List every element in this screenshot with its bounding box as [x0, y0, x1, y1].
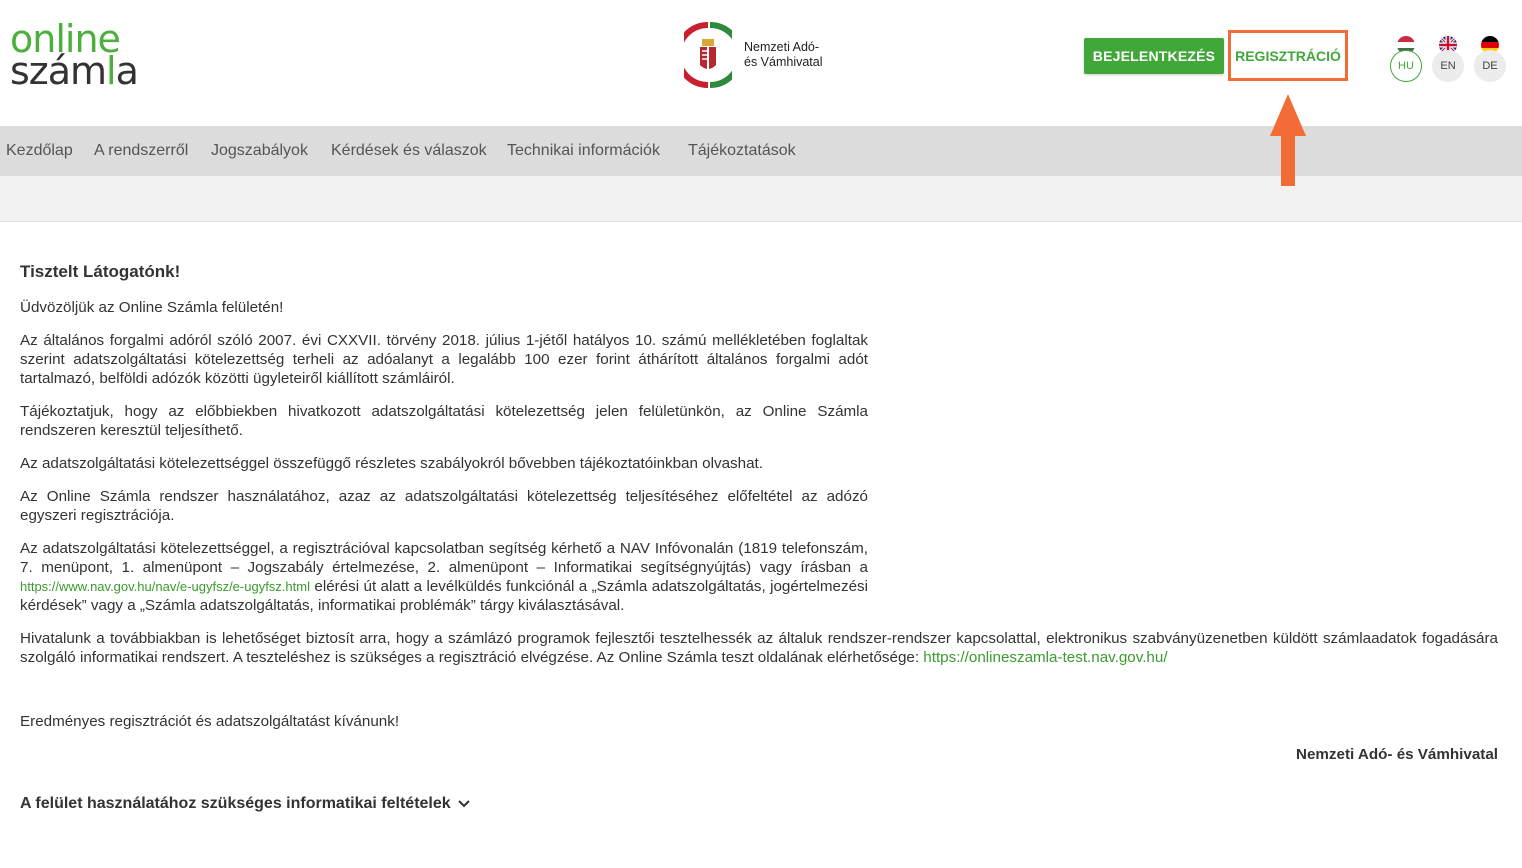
- lang-en[interactable]: [1431, 34, 1465, 82]
- lang-de[interactable]: [1473, 34, 1507, 82]
- requirements-expander[interactable]: [20, 794, 471, 813]
- page-title: Tisztelt Látogatónk!: [20, 262, 181, 281]
- spacer: [20, 681, 1498, 712]
- test-site-link[interactable]: https://onlineszamla-test.nav.gov.hu/: [923, 649, 1168, 666]
- online-szamla-logo[interactable]: [10, 17, 150, 93]
- signature: Nemzeti Adó- és Vámhivatal: [1296, 746, 1498, 763]
- menu-item-legislation[interactable]: Jogszabályok: [211, 142, 308, 159]
- arrow-up-icon: [1270, 94, 1306, 186]
- login-button[interactable]: BEJELENTKEZÉS: [1084, 38, 1224, 74]
- lang-hu[interactable]: [1389, 34, 1423, 82]
- paragraph-rules: Az adatszolgáltatási kötelezettséggel összefüggő részletes szabályokról bővebben tájékoztatóinkban olvashat.: [20, 455, 763, 472]
- paragraph-law: Az általános forgalmi adóról szóló 2007. évi CXXVII. törvény 2018. július 1-jétől hatályos 10. számú mellékletében foglaltak szerint adatszolgáltatási kötelezettség terheli az adóalanyt a legalább 100 ezer forint áthárított általános forgalmi adót tartalmazó, belföldi adózók közötti ügyleteiről kiállított számláiról.: [20, 332, 868, 387]
- nav-brand-text: [744, 40, 823, 70]
- nav-crest-icon: [684, 21, 732, 89]
- main-content: [20, 262, 1498, 813]
- nav-brand-line2: és Vámhivatal: [744, 55, 823, 69]
- lang-de-label: DE: [1474, 50, 1506, 82]
- menu-item-home[interactable]: Kezdőlap: [6, 142, 73, 159]
- logo-part: szám: [10, 49, 107, 93]
- menu-item-notices[interactable]: Tájékoztatások: [688, 142, 796, 159]
- lang-en-label: EN: [1432, 50, 1464, 82]
- nav-brand[interactable]: [684, 20, 844, 90]
- paragraph-help: [20, 539, 868, 615]
- paragraph-info: Tájékoztatjuk, hogy az előbbiekben hivatkozott adatszolgáltatási kötelezettség jelen felületünkön, az Online Számla rendszeren keresztül teljesíthető.: [20, 403, 868, 439]
- closing-text: Eredményes regisztrációt és adatszolgáltatást kívánunk!: [20, 713, 400, 730]
- help-text-end: elérési út alatt a levélküldés funkciónál a „Számla adatszolgáltatás, jogértelmezési kérdések” vagy a „Számla adatszolgáltatás, informatikai problémák” tárgy kiválasztásával.: [20, 578, 868, 614]
- paragraph-registration: Az Online Számla rendszer használatához, azaz az adatszolgáltatási kötelezettség teljesítéséhez előfeltétel az adózó egyszeri regisztrációja.: [20, 488, 868, 524]
- logo-part: a: [115, 49, 138, 93]
- paragraph-testing: [20, 629, 1498, 667]
- nav-brand-line1: Nemzeti Adó-: [744, 40, 820, 54]
- expander-label: A felület használatához szükséges informatikai feltételek: [20, 795, 451, 812]
- logo-line1: online: [10, 17, 120, 61]
- welcome-text: Üdvözöljük az Online Számla felületén!: [20, 299, 284, 316]
- logo-part-accent: l: [106, 49, 116, 93]
- register-button[interactable]: REGISZTRÁCIÓ: [1228, 30, 1348, 81]
- menu-item-technical-info[interactable]: Technikai információk: [507, 142, 660, 159]
- chevron-down-icon: [457, 799, 471, 809]
- help-text-start: Az adatszolgáltatási kötelezettséggel, a regisztrációval kapcsolatban segítség kérhető a NAV Infóvonalán (1819 telefonszám, 7. menüpont, 1. almenüpont – Jogszabály értelmezése, 2. almenüpont – Informatikai segítségnyújtás) vagy írásban a: [20, 540, 868, 576]
- menu-item-about[interactable]: A rendszerről: [94, 142, 189, 159]
- testing-text: Hivatalunk a továbbiakban is lehetőséget biztosít arra, hogy a számlázó programok fejlesztői tesztelhessék az általuk rendszer-rendszer kapcsolattal, elektronikus szabványüzenetben küldött számlaadatok fogadására szolgáló informatikai rendszert. A teszteléshez is szükséges a regisztráció elvégzése. Az Online Számla teszt oldalának elérhetősége:: [20, 630, 1498, 666]
- logo-line2: [10, 49, 138, 93]
- nav-ugyfsz-link[interactable]: https://www.nav.gov.hu/nav/e-ugyfsz/e-ugyfsz.html: [20, 579, 310, 594]
- lang-hu-label: HU: [1390, 50, 1422, 82]
- menu-item-faq[interactable]: Kérdések és válaszok: [331, 142, 487, 159]
